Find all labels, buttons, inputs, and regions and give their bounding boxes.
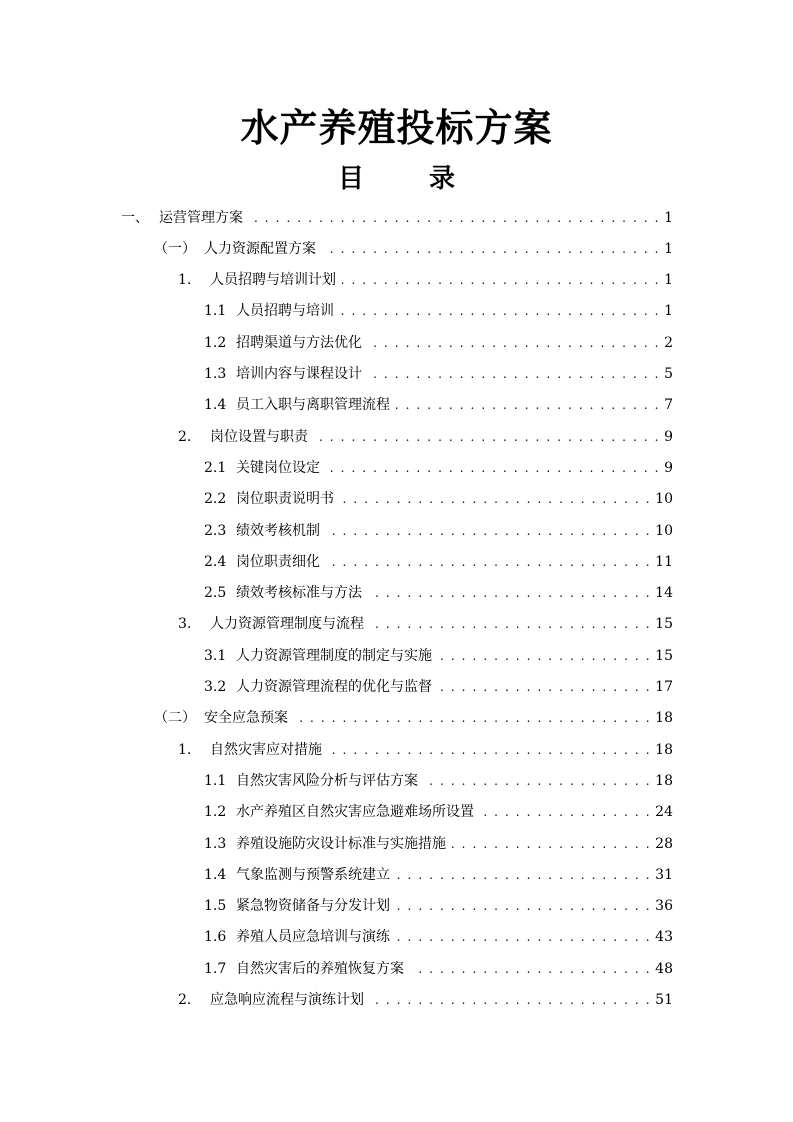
toc-dot-leader [438,677,651,697]
toc-entry[interactable] [204,484,673,515]
toc-entry-label: 人力资源配置方案 [204,240,316,257]
toc-entry[interactable] [204,452,673,483]
toc-entry[interactable] [204,765,673,796]
toc-entry-page-number: 28 [655,835,673,852]
toc-entry[interactable] [178,421,673,452]
toc-entry-number: 2.5 [204,585,227,602]
toc-dot-leader [342,270,660,290]
toc-entry-page-number: 48 [655,960,673,977]
toc-entry[interactable] [178,985,673,1016]
toc-entry-page-number: 24 [655,804,673,821]
toc-entry-label: 养殖设施防灾设计标准与实施措施 [236,835,446,852]
toc-entry-label: 培训内容与课程设计 [236,366,362,382]
toc-entry-page-number: 11 [655,553,673,570]
toc-dot-leader [340,301,660,321]
toc-entry-page-number: 14 [655,585,673,602]
toc-entry-label: 招聘渠道与方法优化 [236,334,362,351]
toc-entry-label: 自然灾害风险分析与评估方案 [236,772,418,789]
toc-entry-page-number: 36 [655,898,673,915]
toc-entry[interactable] [204,578,673,609]
toc-entry[interactable] [204,640,673,671]
toc-entry[interactable] [204,359,673,390]
toc-entry-page-number: 17 [655,679,673,695]
toc-entry-number: 1.6 [204,929,227,946]
toc-entry[interactable] [154,233,673,264]
toc-entry-number: 1.5 [204,898,227,915]
toc-entry-page-number: 5 [664,366,673,382]
toc-entry-page-number: 15 [655,616,673,633]
toc-entry-label: 人员招聘与培训计划 [210,272,336,289]
toc-dot-leader [480,802,651,822]
toc-dot-leader [370,990,651,1010]
toc-entry-label: 岗位设置与职责 [210,428,308,445]
toc-entry-page-number: 10 [655,491,673,508]
toc-entry-label: 紧急物资储备与分发计划 [236,898,390,915]
toc-entry-number: 2.4 [204,553,227,570]
toc-entry-page-number: 18 [655,710,673,727]
toc-entry[interactable] [204,390,673,421]
toc-entry-number: 2.1 [204,459,227,476]
toc-entry-label: 人员招聘与培训 [236,303,334,320]
toc-entry-number: 1.3 [204,366,227,382]
toc-entry-label: 人力资源管理制度的制定与实施 [236,647,432,664]
toc-entry-number: 2. [178,992,192,1008]
toc-entry-label: 自然灾害应对措施 [210,741,322,758]
toc-entry-number: （一） [154,240,196,257]
toc-entry[interactable] [178,609,673,640]
toc-entry[interactable] [121,202,673,233]
toc-entry-number: 1.4 [204,397,227,414]
toc-entry-page-number: 51 [655,992,673,1008]
toc-entry-label: 岗位职责细化 [236,553,320,570]
toc-entry-label: 安全应急预案 [204,710,288,727]
toc-entry-number: 2.3 [204,522,227,539]
toc-entry[interactable] [178,265,673,296]
toc-dot-leader [368,333,660,353]
toc-entry-number: 1.4 [204,866,227,883]
toc-entry-page-number: 9 [664,459,673,476]
toc-dot-leader [322,239,660,259]
toc-entry-number: 1. [178,741,192,758]
toc-entry-label: 关键岗位设定 [236,459,320,476]
toc-dot-leader [340,489,651,509]
toc-dot-leader [396,865,651,885]
toc-entry[interactable] [204,546,673,577]
toc-entry-label: 绩效考核机制 [236,522,320,539]
toc-dot-leader [326,552,651,572]
toc-heading: 目 录 [337,164,484,194]
toc-entry-label: 运营管理方案 [159,209,243,226]
document-title: 水产养殖投标方案 [240,105,553,150]
toc-entry-label: 绩效考核标准与方法 [236,585,362,602]
toc-entry-page-number: 18 [655,741,673,758]
toc-dot-leader [294,708,651,728]
toc-dot-leader [396,395,660,415]
toc-entry-page-number: 7 [664,397,673,414]
toc-entry-label: 人力资源管理流程的优化与监督 [236,679,432,695]
toc-entry-number: 3.1 [204,647,227,664]
toc-dot-leader [396,896,651,916]
toc-entry-number: 1.3 [204,835,227,852]
toc-entry-number: 2. [178,428,192,445]
toc-entry-number: 1.7 [204,960,227,977]
toc-entry-page-number: 43 [655,929,673,946]
toc-entry[interactable] [204,859,673,890]
toc-entry-label: 水产养殖区自然灾害应急避难场所设置 [236,804,474,821]
toc-entry-page-number: 1 [664,272,673,289]
toc-entry-number: 1. [178,272,192,289]
toc-entry-label: 岗位职责说明书 [236,491,334,508]
toc-entry[interactable] [204,828,673,859]
toc-entry[interactable] [204,797,673,828]
toc-entry-label: 自然灾害后的养殖恢复方案 [236,960,404,977]
toc-entry[interactable] [204,953,673,984]
toc-dot-leader [396,927,651,947]
toc-dot-leader [370,614,651,634]
toc-entry-number: 1.1 [204,772,227,789]
toc-entry-number: 3.2 [204,679,227,695]
toc-entry-page-number: 2 [664,334,673,351]
toc-entry-number: 2.2 [204,491,227,508]
toc-entry-label: 养殖人员应急培训与演练 [236,929,390,946]
toc-entry-page-number: 1 [664,303,673,320]
toc-entry-label: 员工入职与离职管理流程 [236,397,390,414]
toc-entry-page-number: 10 [655,522,673,539]
toc-entry-number: 1.2 [204,804,227,821]
toc-entry-number: （二） [154,710,196,727]
toc-entry[interactable] [204,672,673,703]
toc-entry-number: 3. [178,616,192,633]
toc-dot-leader [314,427,660,447]
toc-entry-page-number: 31 [655,866,673,883]
toc-dot-leader [328,740,651,760]
toc-dot-leader [368,583,651,603]
toc-entry-label: 人力资源管理制度与流程 [210,616,364,633]
toc-entry-number: 1.2 [204,334,227,351]
toc-entry-page-number: 18 [655,772,673,789]
toc-entry-page-number: 1 [664,240,673,257]
toc-dot-leader [424,771,651,791]
toc-entry[interactable] [204,922,673,953]
toc-entry[interactable] [178,734,673,765]
toc-dot-leader [438,646,651,666]
toc-entry[interactable] [204,327,673,358]
toc-entry[interactable] [154,703,673,734]
toc-dot-leader [249,208,660,228]
toc-dot-leader [452,834,651,854]
toc-entry-page-number: 1 [664,209,673,226]
toc-entry-number: 1.1 [204,303,227,320]
toc-entry-label: 气象监测与预警系统建立 [236,866,390,883]
toc-dot-leader [410,959,651,979]
toc-entry-number: 一、 [121,209,149,226]
toc-entry[interactable] [204,296,673,327]
toc-dot-leader [368,364,660,384]
toc-entry[interactable] [204,515,673,546]
toc-entry-label: 应急响应流程与演练计划 [210,992,364,1008]
toc-dot-leader [326,521,651,541]
toc-entry-page-number: 15 [655,647,673,664]
toc-dot-leader [326,458,660,478]
toc-entry[interactable] [204,891,673,922]
toc-entry-page-number: 9 [664,428,673,445]
